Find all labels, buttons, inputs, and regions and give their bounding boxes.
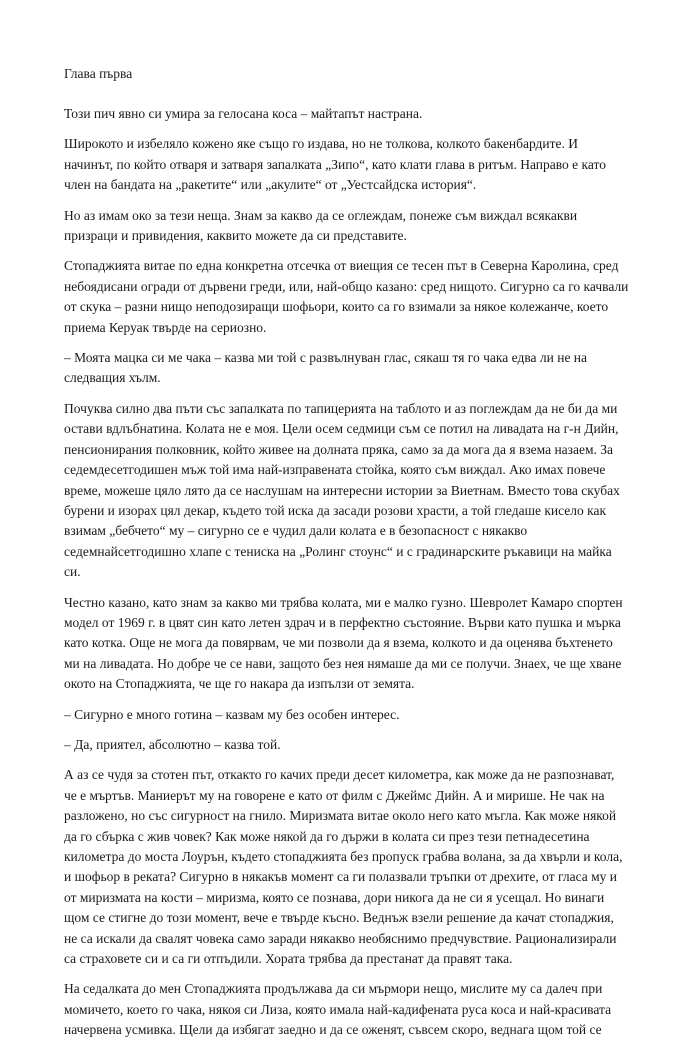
paragraph: Но аз имам око за тези неща. Знам за какво да се оглеждам, понеже съм виждал всякакви призраци и привидения, каквито можете да си представите. xyxy=(64,207,578,244)
paragraph: Почуква силно два пъти със запалката по тапицерията на таблото и аз поглеждам да не би да ми остави вдлъбнатина. Колата не е моя. Цели осем седмици съм се потил на ливадата на г-н Дийн, пенсионирания полковник, който живее на долната пряка, само за да мога да я взема назаем. За седемдесетгодишен мъж той има най-изправената стойка, която съм виждал. Ако имах повече време, можеше цяло лято да се наслушам на интересни истории за Виетнам. Вместо това скубах бурени и изорах цял декар, където той иска да засади розови храсти, а той гледаше кисело как взимам „бебчето“ му – сигурно се е чудил дали колата е в безопасност с някакво седемнайсетгодишно хлапе с тениска на „Ролинг стоунс“ и с градинарските ръкавици на майка си. xyxy=(64,400,620,580)
chapter-title: Глава първа xyxy=(64,66,133,81)
dialogue-paragraph: – Сигурно е много готина – казвам му без особен интерес. xyxy=(64,706,400,722)
paragraph: А аз се чудя за стотен път, откакто го качих преди десет километра, как може да не разпознават, че е мъртъв. Маниерът му на говорене е като от филм с Джеймс Дийн. А и мирише. Не чак на разложено, но със сигурност на гнило. Миризмата витае около него като мъгла. Как може някой да го сбърка с жив човек? Как може някой да го държи в колата си през тези петнадесетина километра до моста Лоурън, където стопаджията без пропуск грабва волана, за да хвърли и кола, и шофьор в реката? Сигурно в някакъв момент са ги полазвали тръпки от дрехите, от гласа му и от миризмата на кости – миризма, която се познава, дори никога да не си я усещал. Но винаги щом се стигне до този момент, вече е твърде късно. Веднъж взели решение да качат стопаджия, не са искали да свалят човека само заради някакво необяснимо предчувствие. Рационализирали са страховете си и са ги отпъдили. Хората трябва да престанат да правят така. xyxy=(64,767,623,967)
paragraph: Широкото и избеляло кожено яке също го издава, но не толкова, колкото бакенбардите. И начинът, по който отваря и затваря запалката „Зипо“, като клати глава в ритъм. Направо е като член на бандата на „ракетите“ или „акулите“ от „Уестсайдска история“. xyxy=(64,136,607,193)
body-text xyxy=(64,104,630,1051)
dialogue-paragraph: – Моята мацка си ме чака – казва ми той с развълнуван глас, сякаш тя го чака едва ли не на следващия хълм. xyxy=(64,350,588,386)
paragraph: Този пич явно си умира за гелосана коса – майтапът настрана. xyxy=(64,106,423,121)
paragraph: Честно казано, като знам за какво ми трябва колата, ми е малко гузно. Шевролет Камаро спортен модел от 1969 г. в цвят син като летен здрач и в перфектно състояние. Върви като пушка и мърка като котка. Още не мога да повярвам, че ми позволи да я взема, колкото и да оценява бъхтенето ми на ливадата. Но добре че се нави, защото без нея нямаше да ми се получи. Знаех, че ще хване окото на Стопаджията, че ще го накара да изпълзи от земята. xyxy=(64,594,623,692)
dialogue-paragraph: – Да, приятел, абсолютно – казва той. xyxy=(64,736,281,752)
paragraph: Стопаджията витае по една конкретна отсечка от виещия се тесен път в Северна Каролина, сред небоядисани огради от дървени греди, или, най-общо казано: сред нищото. Сигурно са го качвали от скука – разни нищо неподозиращи шофьори, които са го взимали за някое колежанче, което приема Керуак твърде на сериозно. xyxy=(64,258,629,335)
paragraph: На седалката до мен Стопаджията продължава да си мърмори нещо, мислите му са далеч при момичето, което го чака, някоя си Лиза, която имала най-кадифената руса коса и най-красивата начервена усмивка. Щели да избягат заедно и да се оженят, съвсем скоро, веднага щом той се xyxy=(64,981,612,1038)
